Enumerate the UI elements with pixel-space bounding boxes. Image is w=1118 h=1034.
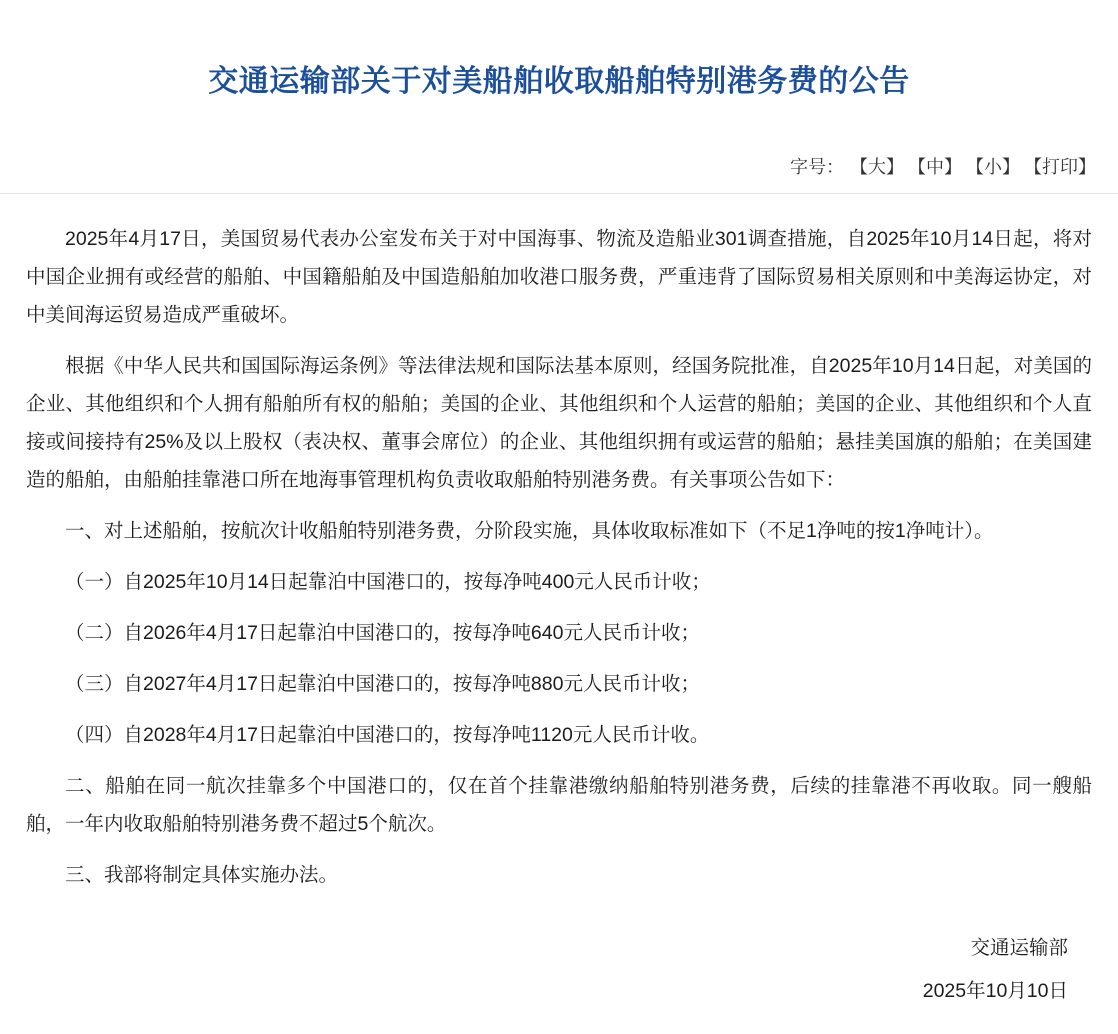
document-page	[0, 20, 1118, 1034]
paragraph-article-1-item-2: （二）自2026年4月17日起靠泊中国港口的，按每净吨640元人民币计收；	[65, 621, 700, 644]
document-body	[0, 194, 1118, 1034]
paragraph-article-1: 一、对上述船舶，按航次计收船舶特别港务费，分阶段实施，具体收取标准如下（不足1净吨的按1净吨计）。	[65, 519, 994, 542]
font-size-toolbar	[0, 153, 1118, 193]
font-size-medium-button[interactable]: 【中】	[908, 156, 962, 177]
font-size-label: 字号：	[790, 156, 844, 177]
paragraph-legal-basis: 根据《中华人民共和国国际海运条例》等法律法规和国际法基本原则，经国务院批准，自2025年10月14日起，对美国的企业、其他组织和个人拥有船舶所有权的船舶；美国的企业、其他组织和个人运营的船舶；美国的企业、其他组织和个人直接或间接持有25%及以上股权（表决权、董事会席位）的企业、其他组织拥有或运营的船舶；悬挂美国旗的船舶；在美国建造的船舶，由船舶挂靠港口所在地海事管理机构负责收取船舶特别港务费。有关事项公告如下：	[26, 354, 1092, 491]
paragraph-article-2: 二、船舶在同一航次挂靠多个中国港口的，仅在首个挂靠港缴纳船舶特别港务费，后续的挂靠港不再收取。同一艘船舶，一年内收取船舶特别港务费不超过5个航次。	[26, 774, 1092, 835]
signature-issuer: 交通运输部	[970, 936, 1068, 959]
font-size-small-button[interactable]: 【小】	[966, 156, 1020, 177]
signature-date: 2025年10月10日	[922, 979, 1068, 1002]
paragraph-article-1-item-4: （四）自2028年4月17日起靠泊中国港口的，按每净吨1120元人民币计收。	[65, 723, 710, 746]
page-title: 交通运输部关于对美船舶收取船舶特别港务费的公告	[208, 65, 910, 99]
print-button[interactable]: 【打印】	[1024, 156, 1096, 177]
paragraph-article-1-item-3: （三）自2027年4月17日起靠泊中国港口的，按每净吨880元人民币计收；	[65, 672, 700, 695]
signature-block	[26, 928, 1092, 1012]
paragraph-article-1-item-1: （一）自2025年10月14日起靠泊中国港口的，按每净吨400元人民币计收；	[65, 570, 711, 593]
paragraph-intro: 2025年4月17日，美国贸易代表办公室发布关于对中国海事、物流及造船业301调查措施，自2025年10月14日起，将对中国企业拥有或经营的船舶、中国籍船舶及中国造船舶加收港口服务费，严重违背了国际贸易相关原则和中美海运协定，对中美间海运贸易造成严重破坏。	[26, 227, 1092, 326]
paragraph-article-3: 三、我部将制定具体实施办法。	[65, 863, 339, 886]
font-size-large-button[interactable]: 【大】	[850, 156, 904, 177]
